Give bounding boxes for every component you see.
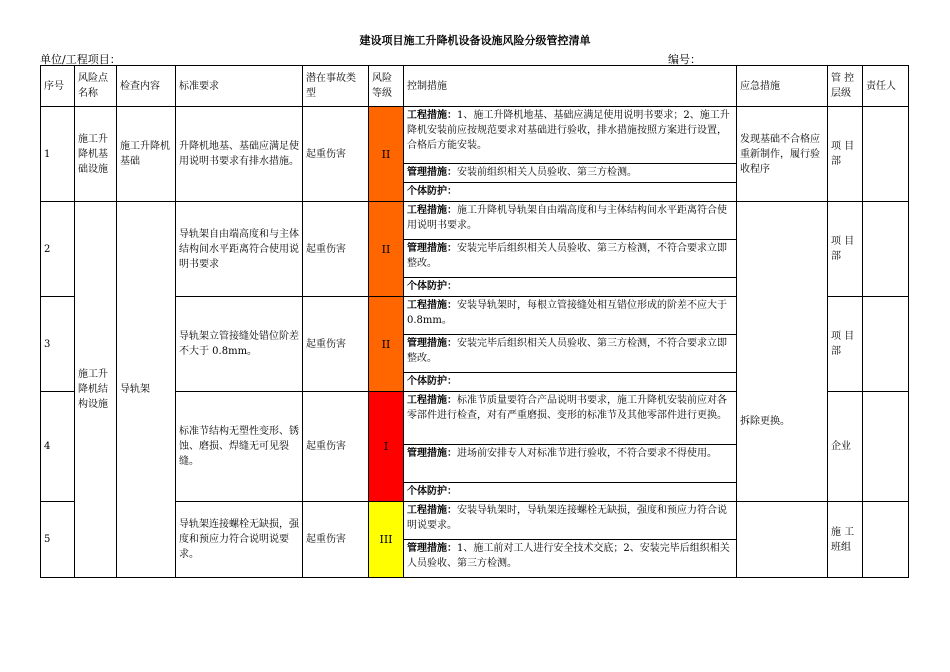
engineering-text: 标准节质量要符合产品说明书要求，施工升降机安装前应对各零部件进行检查，对有严重磨损、变形的标准节及其他零部件进行更换。 [407, 395, 727, 421]
management-text: 安装前组织相关人员验收、第三方检测。 [457, 167, 637, 178]
row-seq: 2 [41, 202, 75, 297]
row-responsible [863, 392, 909, 502]
engineering-measure [404, 502, 737, 540]
row-control-level: 项 目部 [828, 202, 863, 297]
management-text: 1、施工前对工人进行安全技术交底；2、安装完毕后组织相关人员验收、第三方检测。 [407, 543, 730, 569]
engineering-text: 施工升降机导轨架自由端高度和与主体结构间水平距离符合使用说明书要求。 [407, 205, 727, 231]
row-risk-point: 施工升降机结构设施 [75, 202, 117, 578]
header-level: 风险等级 [369, 66, 404, 107]
management-measure [404, 164, 737, 183]
ppe-measure [404, 373, 737, 392]
header-seq: 序号 [41, 66, 75, 107]
row-seq: 5 [41, 502, 75, 578]
row-control-level: 项 目部 [828, 297, 863, 392]
management-label: 管理措施： [407, 243, 457, 254]
row-check: 施工升降机基础 [117, 107, 176, 202]
engineering-text: 1、施工升降机地基、基础应满足使用说明书要求；2、施工升降机安装前应按规范要求对基础进行验收，排水措施按照方案进行设置，合格后方能安装。 [407, 110, 730, 151]
row-seq: 1 [41, 107, 75, 202]
row-standard: 标准节结构无塑性变形、锈蚀、磨损、焊缝无可见裂缝。 [176, 392, 303, 502]
header-standard: 标准要求 [176, 66, 303, 107]
row-responsible [863, 107, 909, 202]
row-standard: 导轨架自由端高度和与主体结构间水平距离符合使用说明书要求 [176, 202, 303, 297]
row-responsible [863, 502, 909, 578]
row-accident: 起重伤害 [303, 502, 369, 578]
engineering-label: 工程措施： [407, 505, 457, 516]
header-responsible: 责任人 [863, 66, 909, 107]
row-standard: 导轨架立管接缝处错位阶差不大于 0.8mm。 [176, 297, 303, 392]
engineering-text: 安装导轨架时，导轨架连接螺栓无缺损，强度和预应力符合说明说要求。 [407, 505, 727, 531]
document-title: 建设项目施工升降机设备设施风险分级管控清单 [359, 34, 591, 47]
engineering-label: 工程措施： [407, 110, 457, 121]
table-row [41, 107, 909, 164]
row-risk-point: 施工升降机基础设施 [75, 107, 117, 202]
row-emergency: 拆除更换。 [737, 202, 828, 502]
ppe-label: 个体防护： [407, 281, 457, 292]
row-check: 导轨架 [117, 202, 176, 578]
management-measure [404, 540, 737, 578]
management-label: 管理措施： [407, 543, 457, 554]
row-responsible [863, 202, 909, 297]
row-accident: 起重伤害 [303, 107, 369, 202]
management-text: 安装完毕后组织相关人员验收、第三方检测，不符合要求立即整改。 [407, 338, 727, 364]
management-label: 管理措施： [407, 167, 457, 178]
engineering-measure [404, 297, 737, 335]
header-accident: 潜在事故类型 [303, 66, 369, 107]
header-control: 控制措施 [404, 66, 737, 107]
management-text: 安装完毕后组织相关人员验收、第三方检测，不符合要求立即整改。 [407, 243, 727, 269]
row-level: II [369, 202, 404, 297]
header-check: 检查内容 [117, 66, 176, 107]
row-emergency: 发现基础不合格应重新制作，履行验收程序 [737, 107, 828, 202]
ppe-label: 个体防护： [407, 486, 457, 497]
management-measure [404, 240, 737, 278]
row-emergency [737, 502, 828, 578]
risk-control-table [40, 65, 909, 578]
engineering-measure [404, 202, 737, 240]
row-control-level: 项 目部 [828, 107, 863, 202]
row-seq: 3 [41, 297, 75, 392]
ppe-measure [404, 278, 737, 297]
engineering-label: 工程措施： [407, 205, 457, 216]
row-accident: 起重伤害 [303, 297, 369, 392]
row-level: II [369, 297, 404, 392]
row-responsible [863, 297, 909, 392]
management-text: 进场前安排专人对标准节进行验收，不符合要求不得使用。 [457, 448, 717, 459]
row-seq: 4 [41, 392, 75, 502]
row-control-level: 企业 [828, 392, 863, 502]
row-accident: 起重伤害 [303, 392, 369, 502]
ppe-label: 个体防护： [407, 376, 457, 387]
management-label: 管理措施： [407, 448, 457, 459]
management-label: 管理措施： [407, 338, 457, 349]
row-level: III [369, 502, 404, 578]
engineering-measure [404, 392, 737, 445]
management-measure [404, 335, 737, 373]
ppe-measure [404, 483, 737, 502]
row-level: II [369, 107, 404, 202]
row-standard: 升降机地基、基础应满足使用说明书要求有排水措施。 [176, 107, 303, 202]
ppe-measure [404, 183, 737, 202]
header-risk-point: 风险点名称 [75, 66, 117, 107]
engineering-text: 安装导轨架时，每根立管接缝处相互错位形成的阶差不应大于 0.8mm。 [407, 300, 727, 326]
number-label: 编号： [668, 53, 701, 66]
table-row [41, 202, 909, 240]
management-measure [404, 445, 737, 483]
row-level: I [369, 392, 404, 502]
ppe-label: 个体防护： [407, 186, 457, 197]
table-header-row [41, 66, 909, 107]
row-control-level: 施 工班组 [828, 502, 863, 578]
header-control-level: 管 控层级 [828, 66, 863, 107]
row-accident: 起重伤害 [303, 202, 369, 297]
header-emergency: 应急措施 [737, 66, 828, 107]
engineering-label: 工程措施： [407, 395, 457, 406]
engineering-measure [404, 107, 737, 164]
unit-label: 单位/工程项目： [40, 53, 121, 66]
row-standard: 导轨架连接螺栓无缺损，强度和预应力符合说明说要求。 [176, 502, 303, 578]
engineering-label: 工程措施： [407, 300, 457, 311]
